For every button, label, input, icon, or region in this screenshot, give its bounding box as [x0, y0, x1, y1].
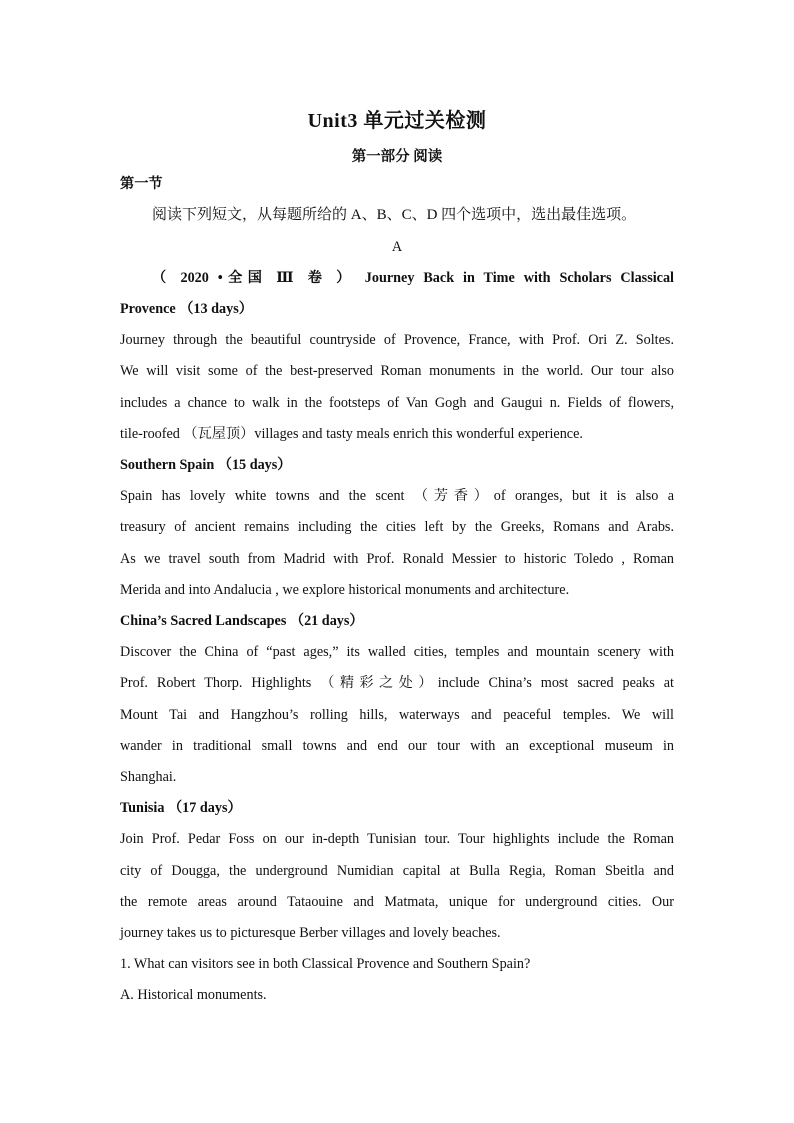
section-label: 第一节 — [120, 176, 163, 192]
paragraph-line: Mount Tai and Hangzhou’s rolling hills, waterways and peaceful temples. We will — [120, 707, 674, 723]
paragraph-line: tile-roofed （瓦屋顶）villages and tasty meals enrich this wonderful experience. — [120, 426, 583, 442]
passage-label: A — [391, 239, 403, 255]
paragraph-line: Merida and into Andalucia , we explore historical monuments and architecture. — [120, 582, 570, 598]
heading-china: China’s Sacred Landscapes （21 days） — [120, 613, 364, 629]
paragraph-line: journey takes us to picturesque Berber villages and lovely beaches. — [120, 925, 501, 941]
question-1-option-a: A. Historical monuments. — [120, 987, 267, 1003]
heading-tunisia: Tunisia （17 days） — [120, 800, 242, 816]
page-title: Unit3 单元过关检测 — [307, 110, 487, 132]
heading-provence: Provence （13 days） — [120, 301, 253, 317]
question-1: 1. What can visitors see in both Classical Provence and Southern Spain? — [120, 956, 531, 972]
paragraph-line: the remote areas around Tataouine and Matmata, unique for underground cities. Our — [120, 894, 674, 910]
paragraph-line: Discover the China of “past ages,” its walled cities, temples and mountain scenery with — [120, 644, 674, 660]
paragraph-line: includes a chance to walk in the footsteps of Van Gogh and Gaugui n. Fields of flowers, — [120, 395, 674, 411]
heading-southern-spain: Southern Spain （15 days） — [120, 457, 292, 473]
paragraph-line: Spain has lovely white towns and the scent （芳香）of oranges, but it is also a — [120, 488, 674, 504]
paragraph-line: Journey through the beautiful countryside of Provence, France, with Prof. Ori Z. Soltes. — [120, 332, 674, 348]
paragraph-line: As we travel south from Madrid with Prof. Ronald Messier to historic Toledo , Roman — [120, 551, 674, 567]
instruction-text: 阅读下列短文，从每题所给的 A、B、C、D 四个选项中，选出最佳选项。 — [152, 207, 637, 223]
paragraph-line: We will visit some of the best-preserved Roman monuments in the world. Our tour also — [120, 363, 674, 379]
paragraph-line: wander in traditional small towns and end our tour with an exceptional museum in — [120, 738, 674, 754]
paragraph-line: city of Dougga, the underground Numidian capital at Bulla Regia, Roman Sbeitla and — [120, 863, 674, 879]
paragraph-line: Join Prof. Pedar Foss on our in-depth Tunisian tour. Tour highlights include the Roman — [120, 831, 674, 847]
paragraph-line: Prof. Robert Thorp. Highlights （精彩之处）include China’s most sacred peaks at — [120, 675, 674, 691]
paragraph-line: treasury of ancient remains including the cities left by the Greeks, Romans and Arabs. — [120, 519, 674, 535]
passage-source-line: （ 2020 •全国 Ⅲ 卷 ） Journey Back in Time with Scholars Classical — [152, 270, 674, 286]
part-subtitle: 第一部分 阅读 — [351, 149, 443, 165]
paragraph-line: Shanghai. — [120, 769, 177, 785]
